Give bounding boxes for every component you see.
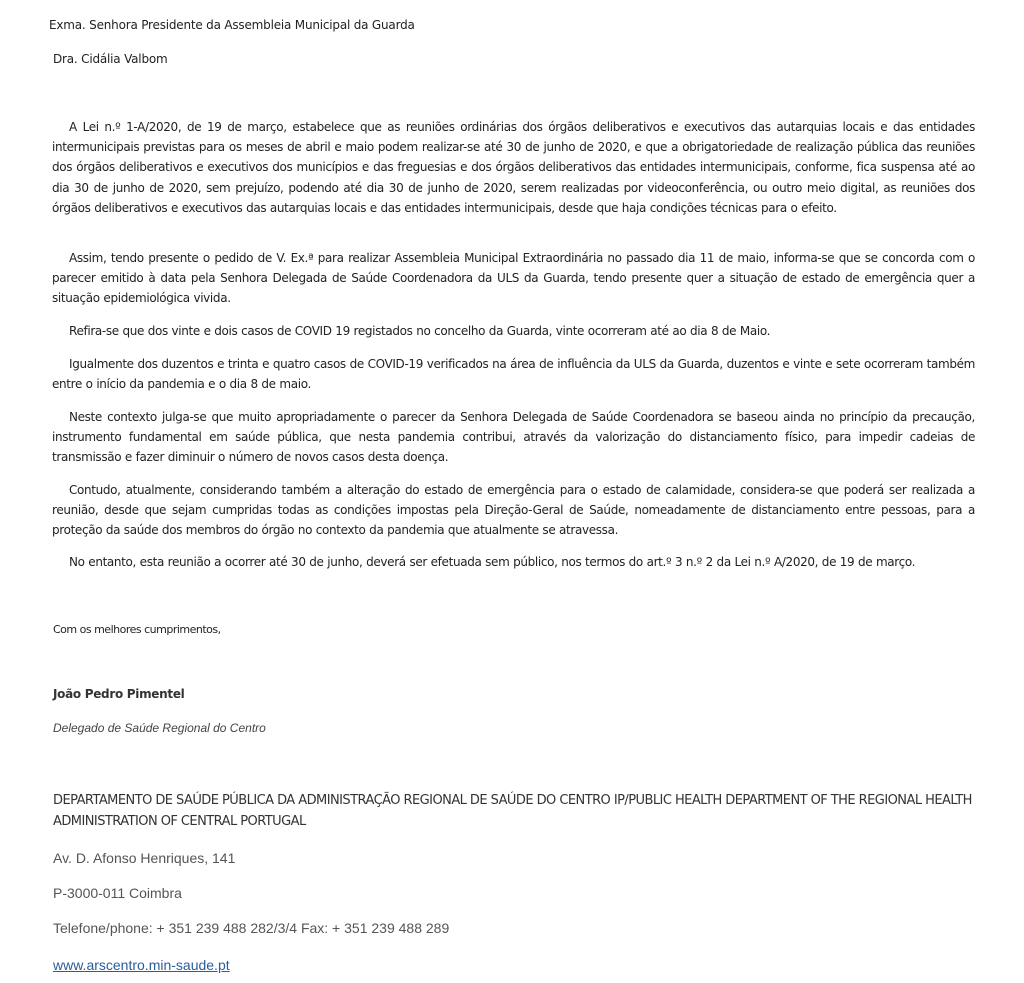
paragraph-text: Neste contexto julga-se que muito apropriadamente o parecer da Senhora Delegada de Saúde Coordenadora se baseou ainda no princípio da precaução, instrumento fundamental em saúde pública, que nesta pandemia contribui, através da valorização do distanciamento físico, para impedir cadeias de transmissão e fazer diminuir o número de novos casos desta doença.: [52, 410, 975, 465]
paragraph-text: Contudo, atualmente, considerando também a alteração do estado de emergência para o estado de calamidade, considera-se que poderá ser realizada a reunião, desde que sejam cumpridas todas as condições impostas pela Direção-Geral de Saúde, nomeadamente de distanciamento entre pessoas, para a proteção da saúde dos membros do órgão no contexto da pandemia que atualmente se atravessa.: [52, 483, 975, 538]
body-paragraph-6: [52, 480, 975, 541]
body-paragraph-1: [52, 117, 975, 218]
body-paragraph-2: [52, 248, 975, 309]
website-link[interactable]: www.arscentro.min-saude.pt: [53, 957, 230, 973]
address-city: P-3000-011 Coimbra: [53, 885, 182, 901]
paragraph-text: Igualmente dos duzentos e trinta e quatro casos de COVID-19 verificados na área de influência da ULS da Guarda, duzentos e vinte e sete ocorreram também entre o início da pandemia e o dia 8 de maio.: [52, 357, 975, 392]
paragraph-text: Assim, tendo presente o pedido de V. Ex.ª para realizar Assembleia Municipal Extraordinária no passado dia 11 de maio, informa-se que se concorda com o parecer emitido à data pela Senhora Delegada de Saúde Coordenadora da ULS da Guarda, tendo presente quer a situação de estado de emergência quer a situação epidemiológica vivida.: [52, 251, 975, 306]
paragraph-text: No entanto, esta reunião a ocorrer até 30 de junho, deverá ser efetuada sem público, nos termos do art.º 3 n.º 2 da Lei n.º A/2020, de 19 de março.: [69, 555, 916, 569]
paragraph-text: Refira-se que dos vinte e dois casos de COVID 19 registados no concelho da Guarda, vinte ocorreram até ao dia 8 de Maio.: [69, 324, 771, 338]
address-street: Av. D. Afonso Henriques, 141: [53, 850, 236, 866]
paragraph-text: A Lei n.º 1-A/2020, de 19 de março, estabelece que as reuniões ordinárias dos órgãos deliberativos e executivos das autarquias locais e das entidades intermunicipais previstas para os meses de abril e maio podem realizar-se até 30 de junho de 2020, e que a obrigatoriedade de realização pública das reuniões dos órgãos deliberativos e executivos dos municípios e das freguesias e dos órgãos deliberativos das entidades intermunicipais, conforme, fica suspensa até ao dia 30 de junho de 2020, sem prejuízo, podendo até dia 30 de junho de 2020, serem realizadas por videoconferência, ou outro meio digital, as reuniões dos órgãos deliberativos e executivos das autarquias locais e das entidades intermunicipais, desde que haja condições técnicas para o efeito.: [52, 120, 975, 215]
body-paragraph-5: [52, 407, 975, 468]
body-paragraph-4: [52, 354, 975, 394]
department-name: DEPARTAMENTO DE SAÚDE PÚBLICA DA ADMINISTRAÇÃO REGIONAL DE SAÚDE DO CENTRO IP/PUBLIC HEALTH DEPARTMENT OF THE REGIONAL HEALTH ADMINISTRATION OF CENTRAL PORTUGAL: [53, 793, 972, 829]
addressee-name: Dra. Cidália Valbom: [53, 52, 168, 66]
body-paragraph-7: [52, 552, 975, 572]
signer-role: Delegado de Saúde Regional do Centro: [53, 721, 266, 735]
addressee-line: Exma. Senhora Presidente da Assembleia Municipal da Guarda: [49, 18, 415, 32]
phone-fax-line: Telefone/phone: + 351 239 488 282/3/4 Fax: + 351 239 488 289: [53, 920, 450, 936]
closing-line: Com os melhores cumprimentos,: [53, 623, 221, 636]
signer-name: João Pedro Pimentel: [53, 687, 185, 701]
body-paragraph-3: [52, 321, 975, 341]
